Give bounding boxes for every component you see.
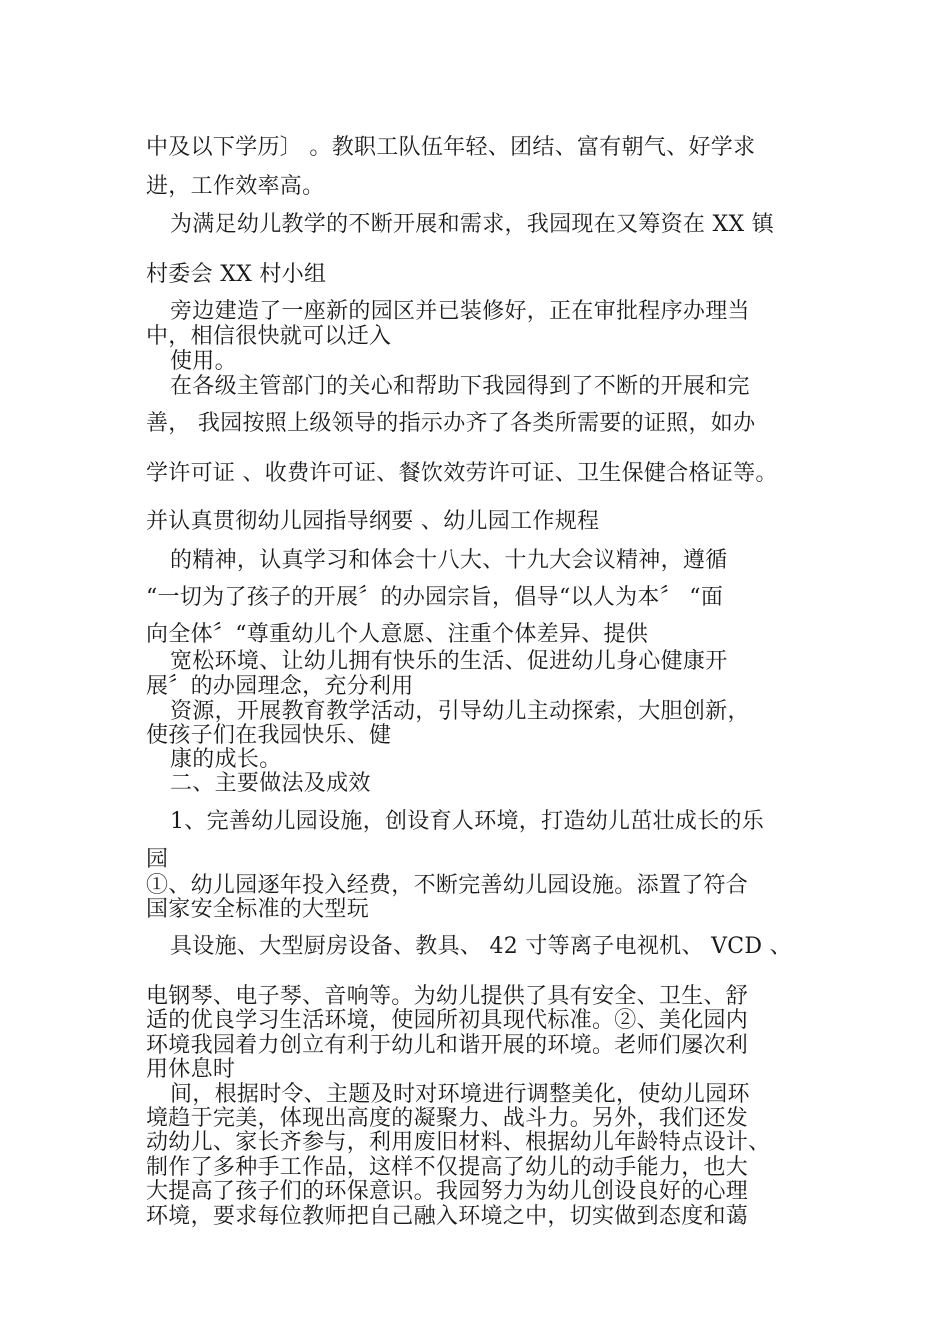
- subsection-heading: 1、完善幼儿园设施，创设育人环境，打造幼儿茁壮成长的乐: [170, 809, 765, 834]
- text-line: 旁边建造了一座新的园区并已装修好，正在审批程序办理当: [170, 299, 750, 324]
- text-line: 环境，要求每位教师把自己融入环境之中，切实做到态度和蔼: [146, 1204, 749, 1229]
- text-line: 展〞的办园理念，充分利用: [146, 674, 414, 699]
- text-line: 用休息时: [146, 1057, 236, 1082]
- text-line: 环境我园着力创立有利于幼儿和谐开展的环境。老师们屡次利: [146, 1033, 749, 1058]
- text-line: 具设施、大型厨房设备、教具、 42 寸等离子电视机、 VCD 、: [170, 934, 792, 959]
- text-line: 大提高了孩子们的环保意识。我园努力为幼儿创设良好的心理: [146, 1179, 749, 1204]
- text-line: 进，工作效率高。: [146, 174, 325, 199]
- text-line: 动幼儿、家长齐参与，利用废旧材料、根据幼儿年龄特点设计、: [146, 1130, 771, 1155]
- text-line: 境趋于完美，体现出高度的凝聚力、战斗力。另外，我们还发: [146, 1106, 749, 1131]
- text-line: 宽松环境、让幼儿拥有快乐的生活、促进幼儿身心健康开: [170, 649, 728, 674]
- text-line: 资源，开展教育教学活动，引导幼儿主动探索，大胆创新，: [170, 699, 750, 724]
- text-line: 电钢琴、电子琴、音响等。为幼儿提供了具有安全、卫生、舒: [146, 984, 749, 1009]
- text-line: ①、幼儿园逐年投入经费，不断完善幼儿园设施。添置了符合: [146, 873, 749, 898]
- text-line: “一切为了孩子的开展〞的办园宗旨，倡导“以人为本〞 “面: [146, 585, 724, 610]
- text-line: 善， 我园按照上级领导的指示办齐了各类所需要的证照，如办: [146, 411, 756, 436]
- text-line: 为满足幼儿教学的不断开展和需求，我园现在又筹资在 XX 镇: [170, 212, 775, 237]
- text-line: 制作了多种手工作品，这样不仅提高了幼儿的动手能力，也大: [146, 1155, 749, 1180]
- text-line: 间，根据时令、主题及时对环境进行调整美化，使幼儿园环: [170, 1082, 750, 1107]
- text-line: 康的成长。: [170, 747, 282, 772]
- text-line: 园: [146, 847, 169, 872]
- section-heading: 二、主要做法及成效: [170, 771, 371, 796]
- text-line: 中，相信很快就可以迁入: [146, 324, 392, 349]
- text-line: 在各级主管部门的关心和帮助下我园得到了不断的开展和完: [170, 374, 750, 399]
- text-line: 中及以下学历〕 。教职工队伍年轻、团结、富有朝气、好学求: [146, 135, 756, 160]
- text-line: 学许可证 、收费许可证、餐饮效劳许可证、卫生保健合格证等。: [146, 461, 778, 486]
- text-line: 使用。: [170, 349, 237, 374]
- text-line: 使孩子们在我园快乐、健: [146, 723, 392, 748]
- text-line: 村委会 XX 村小组: [146, 262, 327, 287]
- text-line: 的精神，认真学习和体会十八大、十九大会议精神，遵循: [170, 548, 728, 573]
- text-line: 向全体〞“尊重幼儿个人意愿、注重个体差异、提供: [146, 622, 649, 647]
- text-line: 并认真贯彻幼儿园指导纲要 、幼儿园工作规程: [146, 509, 600, 534]
- text-line: 国家安全标准的大型玩: [146, 897, 370, 922]
- text-line: 适的优良学习生活环境，使园所初具现代标准。②、美化园内: [146, 1008, 749, 1033]
